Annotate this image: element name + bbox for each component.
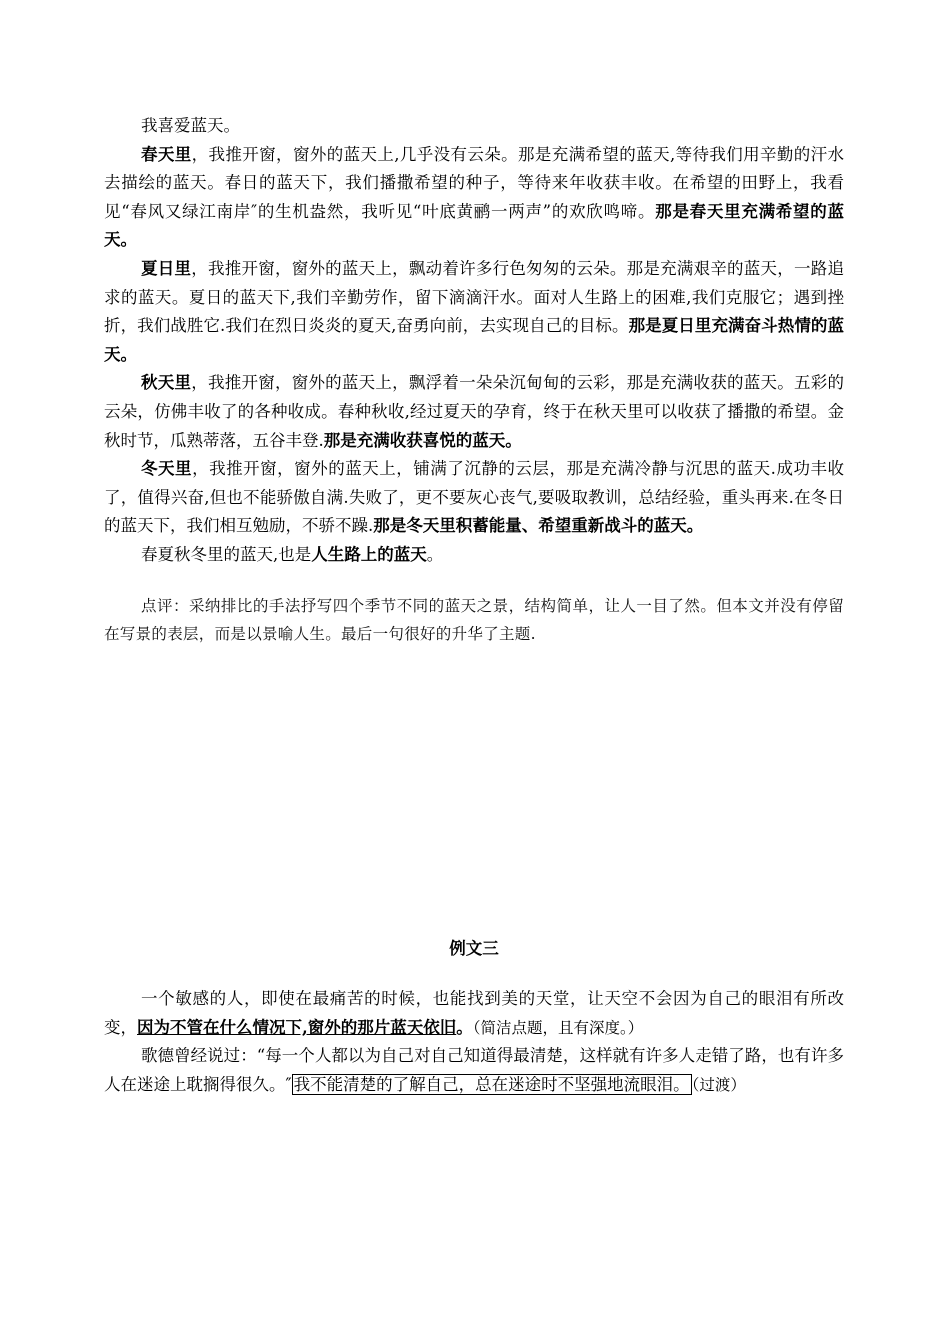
summer-body: ，我推开窗，窗外的蓝天上，飘动着许多行色匆匆的云朵。那是充满艰辛的蓝天，一路追求的蓝天。夏日的蓝天下,我们辛勤劳作，留下滴滴汗水。面对人生路上的困难,我们克服它；遇到挫折，我们战胜它.我们在烈日炎炎的夏天,奋勇向前，去实现自己的目标。 — [104, 258, 845, 336]
spring-paragraph — [104, 141, 844, 255]
autumn-summary: 那是充满收获喜悦的蓝天。 — [323, 430, 522, 450]
spring-body: ，我推开窗，窗外的蓝天上,几乎没有云朵。那是充满希望的蓝天,等待我们用辛勤的汗水去描绘的蓝天。春日的蓝天下，我们播撒希望的种子，等待来年收获丰收。在希望的田野上，我看见“春风又绿江南岸″的生机盎然，我听见“叶底黄鹂一两声”的欢欣鸣啼。 — [104, 144, 845, 221]
example3-p2-text: 歌德曾经说过：“每一个人都以为自己对自己知道得最清楚，这样就有许多人走错了路，也有许多人在迷途上耽搁得很久。″ — [104, 1046, 844, 1094]
winter-body: ，我推开窗，窗外的蓝天上，铺满了沉静的云层，那是充满冷静与沉思的蓝天.成功丰收了，值得兴奋,但也不能骄傲自满.失败了，更不要灰心丧气,要吸取教训，总结经验，重头再来.在冬日的蓝天下，我们相互勉励，不骄不躁. — [104, 459, 845, 536]
document-page — [104, 112, 844, 1099]
example3-paragraph-1 — [104, 985, 844, 1042]
winter-heading: 冬天里 — [141, 459, 193, 479]
blank-space — [104, 648, 844, 935]
example3-p2-note: （过渡） — [691, 1075, 746, 1094]
summer-heading: 夏日里 — [141, 258, 192, 278]
ending-text: 春夏秋冬里的蓝天,也是 — [141, 544, 312, 564]
winter-summary: 那是冬天里积蓄能量、希望重新战斗的蓝天。 — [373, 516, 704, 536]
example3-p1-period: 。 — [456, 1017, 473, 1037]
summer-paragraph — [104, 255, 844, 369]
example3-p2-boxed: 我不能清楚的了解自己，总在迷途时不坚强地流眼泪。 — [293, 1074, 690, 1094]
summer-summary: 那是夏日里充满奋斗热情的蓝天。 — [104, 316, 844, 364]
autumn-heading: 秋天里 — [141, 373, 192, 393]
autumn-body: ，我推开窗，窗外的蓝天上，飘浮着一朵朵沉甸甸的云彩，那是充满收获的蓝天。五彩的云朵，仿佛丰收了的各种收成。春种秋收,经过夏天的孕育，终于在秋天里可以收获了播撒的希望。金秋时节，瓜熟蒂落，五谷丰登. — [104, 373, 845, 450]
example3-p1-underlined: 因为不管在什么情况下,窗外的那片蓝天依旧 — [137, 1017, 457, 1037]
winter-paragraph — [104, 455, 844, 541]
comment-paragraph: 点评：采纳排比的手法抒写四个季节不同的蓝天之景，结构简单，让人一目了然。但本文并没有停留在写景的表层，而是以景喻人生。最后一句很好的升华了主题. — [104, 596, 844, 643]
example3-title: 例文三 — [449, 938, 499, 958]
spring-summary: 那是春天里充满希望的蓝天。 — [104, 201, 844, 250]
spring-heading: 春天里 — [141, 144, 192, 164]
ending-period: 。 — [426, 544, 444, 564]
example3-p1-text: 一个敏感的人，即使在最痛苦的时候，也能找到美的天堂，让天空不会因为自己的眼泪有所改变， — [104, 989, 844, 1037]
example3-p1-note: （简洁点题，且有深度。） — [472, 1018, 644, 1037]
ending-emphasis: 人生路上的蓝天 — [311, 544, 427, 564]
autumn-paragraph — [104, 369, 844, 455]
example3-paragraph-2 — [104, 1042, 844, 1099]
ending-paragraph — [104, 541, 844, 570]
intro-paragraph: 我喜爱蓝天。 — [141, 116, 240, 135]
